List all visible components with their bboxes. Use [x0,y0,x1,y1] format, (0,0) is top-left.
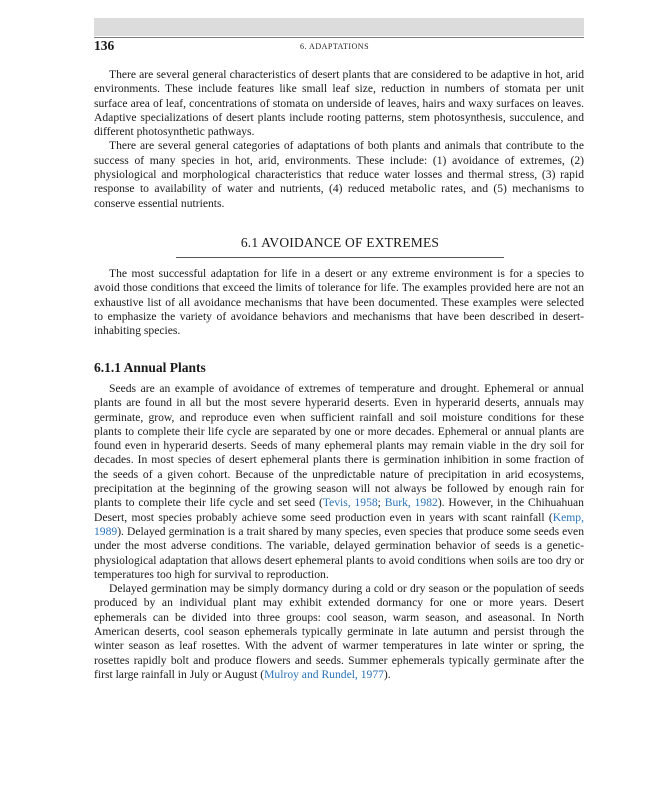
paragraph-text: Delayed germination may be simply dormancy during a cold or dry season or the population of seeds produced by an individual plant may exhibit extended dormancy for one or more years. Desert ephemerals can be divided into three groups: cool season, warm season, and aseasonal. In North American deserts, cool season ephemerals typically germinate in late autumn and persist through the winter season as leaf rosettes. With the advent of warmer temperatures in late winter or spring, the rosettes rapidly bolt and produce flowers and seeds. Summer ephemerals typically germinate after the first large rainfall in July or August ( [94,582,584,681]
paragraph-text: ). Delayed germination is a trait shared by many species, even species that produce some seeds even under the most adverse conditions. The variable, delayed germination behavior of seeds is a genetic-physiological adaptation that allows desert ephemeral plants to avoid conditions when soils are too dry or temperatures too high for survival to reproduction. [94,524,584,581]
section-text [94,267,584,338]
subsection-text [94,382,584,682]
paragraph-text: ). However, in the Chihuahuan Desert, most species probably achieve some seed production even in years with scant rainfall ( [94,496,584,524]
section-rule [176,257,504,258]
subsection-paragraph-2 [94,582,584,682]
citation-link-kemp[interactable]: Kemp, 1989 [94,510,584,538]
running-head: 6. ADAPTATIONS [300,42,370,51]
citation-link-burk[interactable]: Burk, 1982 [384,496,438,510]
citation-link-tevis[interactable]: Tevis, 1958 [322,496,378,510]
citation-link-mulroy[interactable]: Mulroy and Rundel, 1977 [264,667,384,681]
paragraph-text: ). [383,667,391,681]
header-rule [94,37,584,38]
intro-paragraph-1: There are several general characteristics of desert plants that are considered to be adaptive in hot, arid environments. These include features like small leaf size, reduction in numbers of stomata per unit surface area of leaf, concentrations of stomata on underside of leaves, hairs and waxy surfaces on leaves. Adaptive specializations of desert plants include rooting patterns, stem photosynthesis, succulence, and different photosynthetic pathways. [94,68,584,139]
page-number: 136 [94,38,115,53]
section-paragraph-1: The most successful adaptation for life in a desert or any extreme environment is for a species to avoid those conditions that exceed the limits of tolerance for life. The examples provided here are not an exhaustive list of all avoidance mechanisms that have been documented. These examples were selected to emphasize the variety of avoidance behaviors and mechanisms that have been described in desert-inhabiting species. [94,267,584,338]
paragraph-text: Seeds are an example of avoidance of extremes of temperature and drought. Ephemeral or annual plants are found in all but the most severe hyperarid deserts. Even in hyperarid deserts, annuals may germinate, grow, and reproduce even when sufficient rainfall and soil moisture conditions for these plants to complete their life cycle are separated by one or more decades. Ephemeral or annual plants are found even in hyperarid deserts. Seeds of many ephemeral plants may remain viable in the dry soil for decades. In most species of desert ephemeral plants there is germination inhibition in some fraction of the seeds of a given cohort. Because of the unpredictable nature of precipitation in arid ecosystems, precipitation at the beginning of the growing season will not always be followed by enough rain for plants to complete their life cycle and set seed ( [94,382,584,510]
subsection-paragraph-1 [94,382,584,582]
citation-separator: ; [377,496,385,510]
intro-text [94,68,584,211]
intro-paragraph-2: There are several general categories of adaptations of both plants and animals that contribute to the success of many species in hot, arid, environments. These include: (1) avoidance of extremes, (2) physiological and morphological characteristics that reduce water losses and thermal stress, (3) rapid response to availability of water and nutrients, (4) reduced metabolic rates, and (5) mechanisms to conserve essential nutrients. [94,139,584,210]
subsection-title: 6.1.1 Annual Plants [94,360,206,375]
section-title: 6.1 AVOIDANCE OF EXTREMES [240,235,440,250]
header-bar [94,18,584,36]
